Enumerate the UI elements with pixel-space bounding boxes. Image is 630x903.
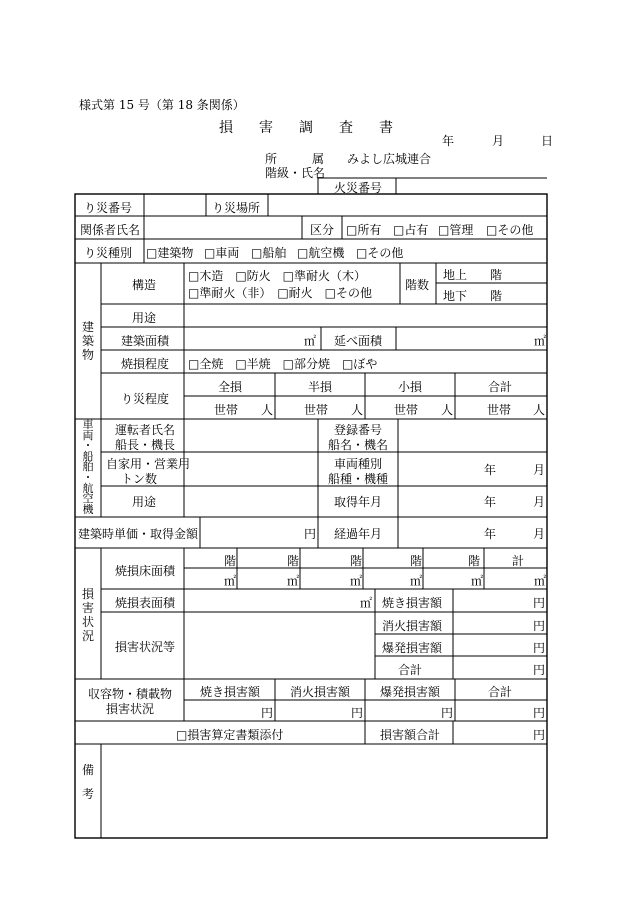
remarks-label	[81, 758, 95, 806]
category-option-occupant[interactable]: □占有	[393, 223, 429, 237]
yen-unit: 円	[533, 641, 546, 655]
damage-group-label	[81, 587, 95, 643]
area-unit: ㎡	[534, 574, 547, 588]
date-day-label: 日	[541, 134, 554, 148]
yen-unit: 円	[261, 706, 274, 720]
structure-options-2[interactable]: □準耐火（非） □耐火 □その他	[188, 286, 373, 300]
structure-label: 構造	[132, 278, 157, 292]
group-char: 物	[81, 348, 94, 362]
affiliation-value: みよし広城連合	[347, 152, 432, 166]
area-unit: ㎡	[350, 574, 363, 588]
area-unit: ㎡	[360, 596, 373, 610]
person-unit: 人	[533, 403, 546, 417]
disaster-type-label: り災種別	[84, 246, 133, 260]
building-usage-label: 用途	[132, 311, 157, 325]
type-option-other[interactable]: □その他	[356, 246, 404, 260]
related-person-label: 関係者氏名	[80, 223, 141, 237]
tonnage-label: トン数	[121, 472, 158, 486]
private-commercial-label: 自家用・営業用	[106, 457, 191, 471]
damage-calc-attached-checkbox[interactable]: □損害算定書類添付	[176, 728, 284, 742]
building-area-label: 建築面積	[121, 334, 170, 348]
yen-unit: 円	[441, 706, 454, 720]
extinguish-damage-amount-label: 消火損害額	[382, 619, 443, 633]
floor-unit: 階	[224, 554, 237, 568]
contents-explosion-damage-head: 爆発損害額	[380, 685, 441, 699]
floor-unit: 階	[350, 554, 363, 568]
group-char: 害	[81, 601, 94, 615]
contents-damage-status-label: 損害状況	[106, 702, 155, 716]
group-char: 舶	[82, 460, 94, 474]
group-char: 況	[81, 629, 94, 643]
yen-unit: 円	[533, 596, 546, 610]
category-option-owner[interactable]: □所有	[346, 223, 382, 237]
type-option-building[interactable]: □建築物	[146, 246, 194, 260]
floor-unit: 階	[287, 554, 300, 568]
group-char: 船	[82, 449, 94, 463]
vehicle-type-label: 車両種別	[334, 457, 383, 471]
yen-unit: 円	[533, 706, 546, 720]
above-ground-label: 地上	[443, 268, 468, 282]
household-unit: 世帯	[487, 403, 512, 417]
total-damage-amount-label: 損害額合計	[380, 728, 441, 742]
category-option-manager[interactable]: □管理	[438, 223, 474, 237]
vehicle-group-label	[81, 420, 95, 515]
year-unit: 年	[484, 527, 497, 541]
contents-total-head: 合計	[488, 685, 513, 699]
household-unit: 世帯	[214, 403, 239, 417]
title-char: 調	[299, 120, 313, 136]
group-char: 空	[82, 492, 94, 506]
month-unit: 月	[533, 495, 546, 509]
remarks-char: 考	[81, 787, 94, 801]
total-label: 合計	[398, 663, 423, 677]
burn-degree-label: 焼損程度	[121, 357, 170, 371]
area-unit: ㎡	[224, 574, 237, 588]
elapsed-period-label: 経過年月	[334, 527, 383, 541]
degree-head-half-loss: 半損	[308, 380, 333, 394]
fire-number-label: 火災番号	[334, 181, 383, 195]
floor-unit: 階	[410, 554, 423, 568]
area-unit: ㎡	[534, 334, 547, 348]
household-unit: 世帯	[304, 403, 329, 417]
person-unit: 人	[441, 403, 454, 417]
affiliation-label-2: 属	[312, 152, 325, 166]
yen-unit: 円	[533, 619, 546, 633]
group-char: 築	[81, 334, 94, 348]
floor-unit: 階	[490, 289, 503, 303]
degree-head-minor-loss: 小損	[398, 380, 423, 394]
yen-unit: 円	[533, 663, 546, 677]
sum-label: 計	[512, 554, 525, 568]
title-char: 損	[219, 120, 233, 136]
category-label: 区分	[310, 223, 335, 237]
group-char: 車	[82, 418, 94, 431]
ship-aircraft-name-label: 船名・機名	[328, 438, 389, 452]
person-unit: 人	[261, 403, 274, 417]
group-char: 機	[82, 502, 94, 516]
month-unit: 月	[533, 527, 546, 541]
group-char: 損	[81, 587, 94, 601]
month-unit: 月	[533, 463, 546, 477]
floor-unit: 階	[468, 554, 481, 568]
burn-damage-amount-label: 焼き損害額	[382, 596, 443, 610]
area-unit: ㎡	[410, 574, 423, 588]
contents-burn-damage-head: 焼き損害額	[200, 685, 261, 699]
rank-name-label: 階級・氏名	[265, 166, 326, 180]
degree-head-total: 合計	[488, 380, 513, 394]
group-char: ・	[82, 470, 94, 484]
date-year-label: 年	[442, 134, 455, 148]
title-char: 査	[339, 120, 353, 136]
year-unit: 年	[484, 495, 497, 509]
burned-surface-area-label: 焼損表面積	[115, 596, 176, 610]
contents-cargo-label: 収容物・積載物	[88, 687, 173, 701]
year-unit: 年	[484, 463, 497, 477]
driver-name-label: 運転者氏名	[115, 423, 176, 437]
disaster-place-label: り災場所	[212, 201, 261, 215]
type-option-aircraft[interactable]: □航空機	[297, 246, 345, 260]
area-unit: ㎡	[471, 574, 484, 588]
area-unit: ㎡	[304, 334, 317, 348]
group-char: 航	[82, 481, 94, 495]
form-number: 様式第 15 号（第 18 条関係）	[79, 98, 245, 112]
floors-label: 階数	[405, 278, 430, 292]
group-char: 両	[82, 428, 94, 442]
title-char: 書	[379, 120, 393, 136]
person-unit: 人	[351, 403, 364, 417]
unit-price-label: 建築時単価・取得金額	[78, 527, 199, 541]
registration-number-label: 登録番号	[334, 423, 383, 437]
damage-status-label: 損害状況等	[115, 640, 176, 654]
burned-floor-area-label: 焼損床面積	[115, 564, 176, 578]
explosion-damage-amount-label: 爆発損害額	[382, 641, 443, 655]
acquired-date-label: 取得年月	[334, 495, 383, 509]
contents-extinguish-damage-head: 消火損害額	[290, 685, 351, 699]
category-option-other[interactable]: □その他	[486, 223, 534, 237]
title-char: 害	[259, 120, 273, 136]
type-option-ship[interactable]: □船舶	[251, 246, 287, 260]
structure-options-1[interactable]: □木造 □防火 □準耐火（木）	[188, 269, 367, 283]
damage-degree-label: り災程度	[121, 392, 170, 406]
building-group-label	[81, 320, 95, 362]
captain-pilot-label: 船長・機長	[115, 438, 176, 452]
floor-unit: 階	[490, 268, 503, 282]
household-unit: 世帯	[394, 403, 419, 417]
group-char: ・	[82, 439, 94, 453]
type-option-vehicle[interactable]: □車両	[204, 246, 240, 260]
remarks-char: 備	[81, 763, 94, 777]
disaster-number-label: り災番号	[84, 201, 133, 215]
affiliation-label-1: 所	[265, 152, 278, 166]
group-char: 状	[81, 615, 94, 629]
degree-head-total-loss: 全損	[218, 380, 243, 394]
yen-unit: 円	[533, 728, 546, 742]
group-char: 建	[81, 320, 94, 334]
total-floor-area-label: 延べ面積	[334, 334, 383, 348]
below-ground-label: 地下	[443, 289, 468, 303]
vehicle-usage-label: 用途	[132, 495, 157, 509]
yen-unit: 円	[351, 706, 364, 720]
yen-unit: 円	[304, 527, 317, 541]
burn-degree-options[interactable]: □全焼 □半焼 □部分焼 □ぼや	[188, 357, 378, 371]
date-month-label: 月	[492, 134, 505, 148]
ship-aircraft-type-label: 船種・機種	[328, 472, 389, 486]
area-unit: ㎡	[287, 574, 300, 588]
